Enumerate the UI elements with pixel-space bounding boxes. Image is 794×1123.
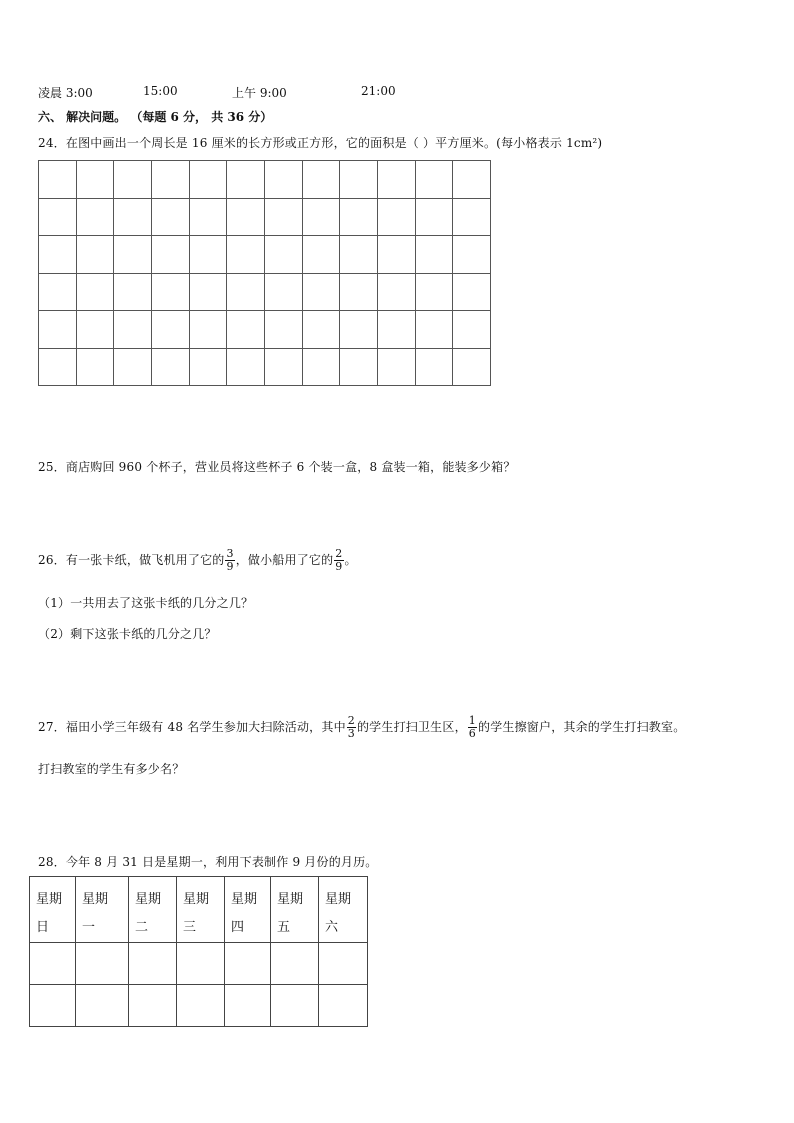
weekday-header-tue xyxy=(129,877,177,943)
fraction-two-thirds xyxy=(347,715,356,740)
grid-cell[interactable] xyxy=(152,236,190,274)
weekday-label-top: 星期 xyxy=(183,892,210,907)
fraction-denominator: 6 xyxy=(468,727,476,740)
grid-cell[interactable] xyxy=(227,274,265,312)
grid-cell[interactable] xyxy=(453,199,491,237)
grid-cell[interactable] xyxy=(114,311,152,349)
grid-cell[interactable] xyxy=(378,161,416,199)
grid-cell[interactable] xyxy=(340,274,378,312)
calendar-cell[interactable] xyxy=(177,985,225,1027)
fraction-numerator: 2 xyxy=(347,714,355,727)
section-heading: 六、 解决问题。 （每题 6 分， 共 36 分） xyxy=(38,110,273,124)
grid-cell[interactable] xyxy=(378,199,416,237)
weekday-label-bottom: 五 xyxy=(277,920,291,935)
question-27-text-a: 27．福田小学三年级有 48 名学生参加大扫除活动，其中 xyxy=(38,720,346,734)
grid-cell[interactable] xyxy=(416,274,454,312)
calendar-cell[interactable] xyxy=(76,985,129,1027)
grid-cell[interactable] xyxy=(340,199,378,237)
grid-cell[interactable] xyxy=(77,274,115,312)
grid-cell[interactable] xyxy=(77,199,115,237)
grid-cell[interactable] xyxy=(77,236,115,274)
fraction-numerator: 3 xyxy=(226,547,234,560)
weekday-label-bottom: 二 xyxy=(135,920,149,935)
calendar-row xyxy=(30,985,368,1027)
grid-cell[interactable] xyxy=(303,236,341,274)
question-26-sub-2: （2）剩下这张卡纸的几分之几？ xyxy=(38,627,217,641)
time-option-4: 21:00 xyxy=(361,84,396,98)
weekday-header-wed xyxy=(177,877,225,943)
calendar-cell[interactable] xyxy=(319,943,368,985)
grid-cell[interactable] xyxy=(378,349,416,387)
weekday-label-bottom: 一 xyxy=(82,920,96,935)
grid-cell[interactable] xyxy=(453,274,491,312)
weekday-header-sun xyxy=(30,877,76,943)
grid-cell[interactable] xyxy=(378,311,416,349)
grid-cell[interactable] xyxy=(303,274,341,312)
grid-cell[interactable] xyxy=(303,199,341,237)
question-24-text: 24．在图中画出一个周长是 16 厘米的长方形或正方形，它的面积是（ ）平方厘米。(每小格表示 1cm²) xyxy=(38,136,603,150)
calendar-cell[interactable] xyxy=(271,985,319,1027)
weekday-header-mon xyxy=(76,877,129,943)
question-26-text-a: 26．有一张卡纸，做飞机用了它的 xyxy=(38,553,225,567)
grid-cell[interactable] xyxy=(39,199,77,237)
weekday-label-top: 星期 xyxy=(82,892,109,907)
grid-cell[interactable] xyxy=(303,311,341,349)
fraction-numerator: 1 xyxy=(468,714,476,727)
weekday-label-bottom: 日 xyxy=(36,920,50,935)
grid-cell[interactable] xyxy=(227,349,265,387)
weekday-label-top: 星期 xyxy=(231,892,258,907)
grid-cell[interactable] xyxy=(152,349,190,387)
fraction-denominator: 9 xyxy=(226,560,234,573)
grid-cell[interactable] xyxy=(77,161,115,199)
grid-cell[interactable] xyxy=(190,311,228,349)
grid-cell[interactable] xyxy=(114,236,152,274)
fraction-denominator: 3 xyxy=(347,727,355,740)
grid-cell[interactable] xyxy=(39,274,77,312)
calendar-cell[interactable] xyxy=(129,943,177,985)
grid-cell[interactable] xyxy=(227,161,265,199)
calendar-cell[interactable] xyxy=(129,985,177,1027)
calendar-cell[interactable] xyxy=(30,943,76,985)
grid-cell[interactable] xyxy=(227,236,265,274)
grid-cell[interactable] xyxy=(114,161,152,199)
calendar-cell[interactable] xyxy=(225,943,271,985)
calendar-row xyxy=(30,943,368,985)
question-26-sub-1: （1）一共用去了这张卡纸的几分之几？ xyxy=(38,596,254,610)
grid-cell[interactable] xyxy=(416,311,454,349)
weekday-header-thu xyxy=(225,877,271,943)
grid-cell[interactable] xyxy=(190,199,228,237)
weekday-header-sat xyxy=(319,877,368,943)
time-option-2: 15:00 xyxy=(143,84,178,98)
calendar-cell[interactable] xyxy=(30,985,76,1027)
question-27-text-b: 的学生打扫卫生区， xyxy=(356,720,467,734)
weekday-label-top: 星期 xyxy=(325,892,352,907)
calendar-header-row xyxy=(30,877,368,943)
grid-cell[interactable] xyxy=(340,161,378,199)
weekday-label-top: 星期 xyxy=(277,892,304,907)
grid-cell[interactable] xyxy=(265,349,303,387)
grid-cell[interactable] xyxy=(152,274,190,312)
grid-cell[interactable] xyxy=(416,349,454,387)
fraction-three-ninths xyxy=(225,548,234,573)
grid-cell[interactable] xyxy=(340,236,378,274)
grid-cell[interactable] xyxy=(77,311,115,349)
grid-cell[interactable] xyxy=(39,236,77,274)
fraction-one-sixth xyxy=(468,715,477,740)
grid-cell[interactable] xyxy=(190,161,228,199)
grid-cell[interactable] xyxy=(453,311,491,349)
grid-cell[interactable] xyxy=(114,349,152,387)
calendar-cell[interactable] xyxy=(271,943,319,985)
grid-cell[interactable] xyxy=(39,161,77,199)
grid-cell[interactable] xyxy=(340,311,378,349)
weekday-label-bottom: 四 xyxy=(231,920,245,935)
grid-cell[interactable] xyxy=(265,311,303,349)
grid-cell[interactable] xyxy=(416,236,454,274)
calendar-cell[interactable] xyxy=(319,985,368,1027)
grid-cell[interactable] xyxy=(265,161,303,199)
calendar-cell[interactable] xyxy=(177,943,225,985)
grid-cell[interactable] xyxy=(77,349,115,387)
question-26-text-b: ，做小船用了它的 xyxy=(235,553,334,567)
question-25-text: 25．商店购回 960 个杯子，营业员将这些杯子 6 个装一盒，8 盒装一箱，能装多少箱？ xyxy=(38,460,516,474)
grid-cell[interactable] xyxy=(453,236,491,274)
september-calendar-table xyxy=(29,876,368,1027)
grid-cell[interactable] xyxy=(190,349,228,387)
grid-cell[interactable] xyxy=(152,311,190,349)
grid-cell[interactable] xyxy=(39,349,77,387)
question-27-text-c: 的学生擦窗户，其余的学生打扫教室。 xyxy=(478,720,686,734)
grid-cell[interactable] xyxy=(114,274,152,312)
weekday-label-top: 星期 xyxy=(135,892,162,907)
time-option-1: 凌晨 3:00 xyxy=(38,86,93,100)
fraction-denominator: 9 xyxy=(335,560,343,573)
fraction-two-ninths xyxy=(334,548,343,573)
calendar-cell[interactable] xyxy=(225,985,271,1027)
grid-cell[interactable] xyxy=(453,349,491,387)
grid-cell[interactable] xyxy=(340,349,378,387)
grid-cell[interactable] xyxy=(378,236,416,274)
grid-cell[interactable] xyxy=(190,236,228,274)
weekday-label-bottom: 三 xyxy=(183,920,197,935)
question-26-text-c: 。 xyxy=(344,553,357,567)
grid-cell[interactable] xyxy=(114,199,152,237)
grid-cell[interactable] xyxy=(152,161,190,199)
calendar-cell[interactable] xyxy=(76,943,129,985)
square-grid[interactable] xyxy=(38,160,491,386)
grid-cell[interactable] xyxy=(227,199,265,237)
question-27-line-2: 打扫教室的学生有多少名？ xyxy=(38,762,185,776)
grid-cell[interactable] xyxy=(39,311,77,349)
grid-cell[interactable] xyxy=(303,161,341,199)
grid-cell[interactable] xyxy=(416,199,454,237)
weekday-label-top: 星期 xyxy=(36,892,63,907)
grid-cell[interactable] xyxy=(303,349,341,387)
question-26-text xyxy=(38,548,357,573)
question-28-text: 28．今年 8 月 31 日是星期一，利用下表制作 9 月份的月历。 xyxy=(38,855,378,869)
grid-cell[interactable] xyxy=(265,199,303,237)
grid-cell[interactable] xyxy=(152,199,190,237)
weekday-header-fri xyxy=(271,877,319,943)
time-option-3: 上午 9:00 xyxy=(232,86,287,100)
grid-cell[interactable] xyxy=(378,274,416,312)
grid-cell[interactable] xyxy=(227,311,265,349)
grid-cell[interactable] xyxy=(416,161,454,199)
question-27-text xyxy=(38,715,685,740)
grid-cell[interactable] xyxy=(190,274,228,312)
fraction-numerator: 2 xyxy=(335,547,343,560)
weekday-label-bottom: 六 xyxy=(325,920,339,935)
grid-cell[interactable] xyxy=(453,161,491,199)
grid-cell[interactable] xyxy=(265,274,303,312)
grid-cell[interactable] xyxy=(265,236,303,274)
